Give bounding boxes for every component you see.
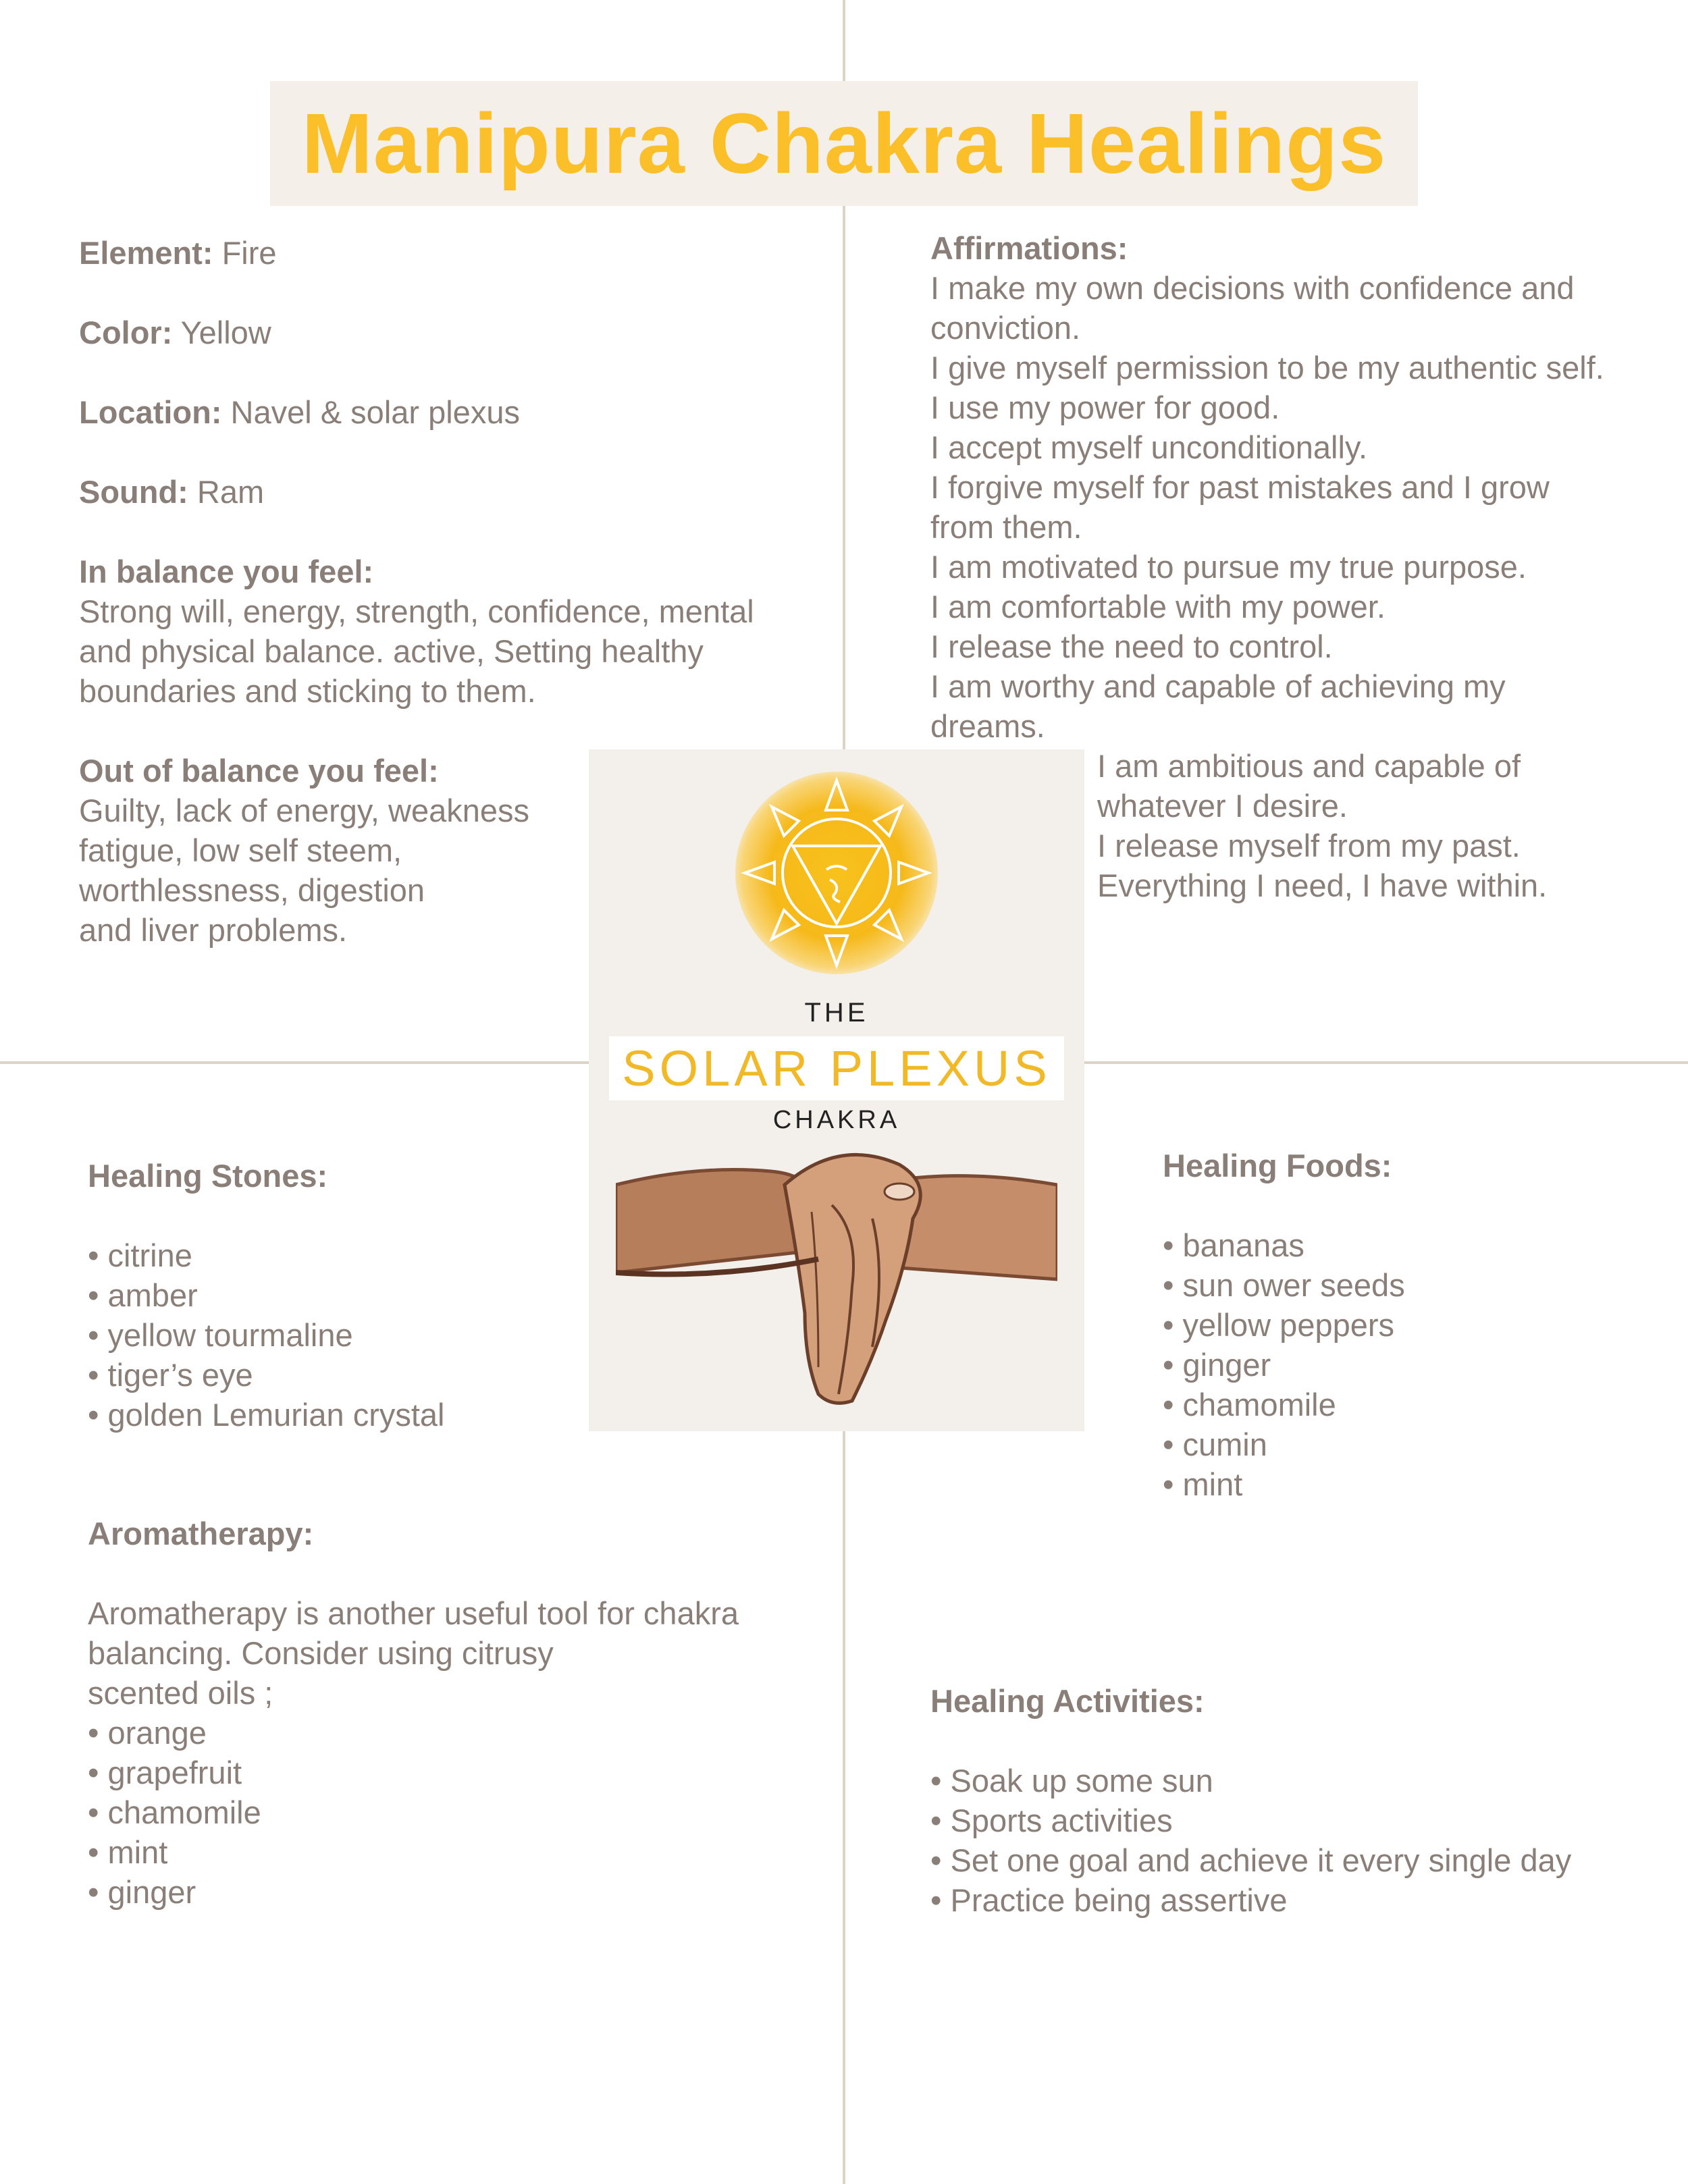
stone-item: • tiger’s eye xyxy=(88,1357,253,1393)
affirmation-line: I am worthy and capable of achieving my xyxy=(930,668,1506,704)
affirmation-line: I give myself permission to be my authentic self. xyxy=(930,350,1604,385)
aromatherapy-intro-line: scented oils ; xyxy=(88,1675,273,1711)
food-item: • yellow peppers xyxy=(1163,1307,1395,1343)
aromatherapy-intro-line: Aromatherapy is another useful tool for chakra xyxy=(88,1595,739,1631)
healing-foods-label: Healing Foods: xyxy=(1163,1148,1392,1183)
food-item: • sun ower seeds xyxy=(1163,1267,1405,1303)
element-row xyxy=(79,233,754,273)
page-title: Manipura Chakra Healings xyxy=(301,96,1387,191)
stone-item: • citrine xyxy=(88,1237,192,1273)
affirmation-line: dreams. xyxy=(930,708,1045,744)
oil-item: • ginger xyxy=(88,1874,196,1910)
aromatherapy-section xyxy=(88,1514,739,1912)
out-of-balance-line: Guilty, lack of energy, weakness xyxy=(79,793,529,828)
color-value: Yellow xyxy=(180,315,271,350)
activity-item: • Set one goal and achieve it every single day xyxy=(930,1842,1572,1878)
oil-item: • grapefruit xyxy=(88,1755,242,1790)
color-label: Color: xyxy=(79,315,173,350)
affirmation-line: I use my power for good. xyxy=(930,390,1280,425)
location-label: Location: xyxy=(79,394,222,430)
solar-plexus-card xyxy=(589,749,1084,1431)
activity-item: • Practice being assertive xyxy=(930,1882,1288,1918)
affirmation-line: Everything I need, I have within. xyxy=(1097,868,1548,903)
out-of-balance-line: and liver problems. xyxy=(79,912,348,948)
sound-row xyxy=(79,472,754,512)
out-of-balance-line: fatigue, low self steem, xyxy=(79,832,402,868)
in-balance-line: Strong will, energy, strength, confidence, mental xyxy=(79,593,754,629)
healing-stones-section xyxy=(88,1156,445,1435)
manipura-symbol-icon xyxy=(729,768,945,978)
oil-item: • chamomile xyxy=(88,1794,261,1830)
card-the-label: THE xyxy=(804,998,869,1028)
affirmation-line: I accept myself unconditionally. xyxy=(930,429,1368,465)
affirmation-line: I release myself from my past. xyxy=(1097,828,1521,863)
in-balance-label: In balance you feel: xyxy=(79,554,374,589)
title-banner xyxy=(270,81,1418,206)
sound-value: Ram xyxy=(196,474,265,510)
affirmation-line: I make my own decisions with confidence and xyxy=(930,270,1575,306)
healing-stones-label: Healing Stones: xyxy=(88,1158,328,1194)
affirmation-line: whatever I desire. xyxy=(1097,788,1348,824)
in-balance-line: and physical balance. active, Setting healthy xyxy=(79,633,704,669)
affirmation-line: I am comfortable with my power. xyxy=(930,589,1386,624)
stone-item: • golden Lemurian crystal xyxy=(88,1397,445,1433)
mudra-hands-icon xyxy=(616,1144,1057,1414)
card-solar-plexus-label: SOLAR PLEXUS xyxy=(622,1040,1051,1096)
oil-item: • mint xyxy=(88,1834,168,1870)
affirmations-label: Affirmations: xyxy=(930,230,1128,266)
food-item: • cumin xyxy=(1163,1427,1267,1462)
sound-label: Sound: xyxy=(79,474,188,510)
color-row xyxy=(79,313,754,352)
stone-item: • yellow tourmaline xyxy=(88,1317,353,1353)
food-item: • ginger xyxy=(1163,1347,1271,1383)
affirmation-line: I am ambitious and capable of xyxy=(1097,748,1521,784)
oil-item: • orange xyxy=(88,1715,207,1751)
food-item: • mint xyxy=(1163,1466,1243,1502)
affirmation-line: I release the need to control. xyxy=(930,629,1333,664)
location-row xyxy=(79,392,754,432)
stone-item: • amber xyxy=(88,1277,198,1313)
healing-activities-label: Healing Activities: xyxy=(930,1683,1205,1719)
food-item: • bananas xyxy=(1163,1227,1304,1263)
aromatherapy-intro-line: balancing. Consider using citrusy xyxy=(88,1635,554,1671)
affirmation-line: from them. xyxy=(930,509,1082,545)
affirmation-line: I forgive myself for past mistakes and I grow xyxy=(930,469,1550,505)
element-label: Element: xyxy=(79,235,213,271)
healing-activities-section xyxy=(930,1681,1571,1920)
location-value: Navel & solar plexus xyxy=(230,394,520,430)
activity-item: • Soak up some sun xyxy=(930,1763,1213,1799)
out-of-balance-label: Out of balance you feel: xyxy=(79,753,439,789)
in-balance-line: boundaries and sticking to them. xyxy=(79,673,536,709)
card-chakra-label: CHAKRA xyxy=(772,1106,901,1134)
affirmation-line: I am motivated to pursue my true purpose. xyxy=(930,549,1527,585)
aromatherapy-label: Aromatherapy: xyxy=(88,1516,314,1551)
healing-foods-section xyxy=(1163,1146,1405,1504)
food-item: • chamomile xyxy=(1163,1387,1336,1422)
card-title-box xyxy=(609,1036,1064,1100)
affirmation-line: conviction. xyxy=(930,310,1081,346)
element-value: Fire xyxy=(221,235,277,271)
out-of-balance-line: worthlessness, digestion xyxy=(79,872,425,908)
activity-item: • Sports activities xyxy=(930,1803,1173,1838)
